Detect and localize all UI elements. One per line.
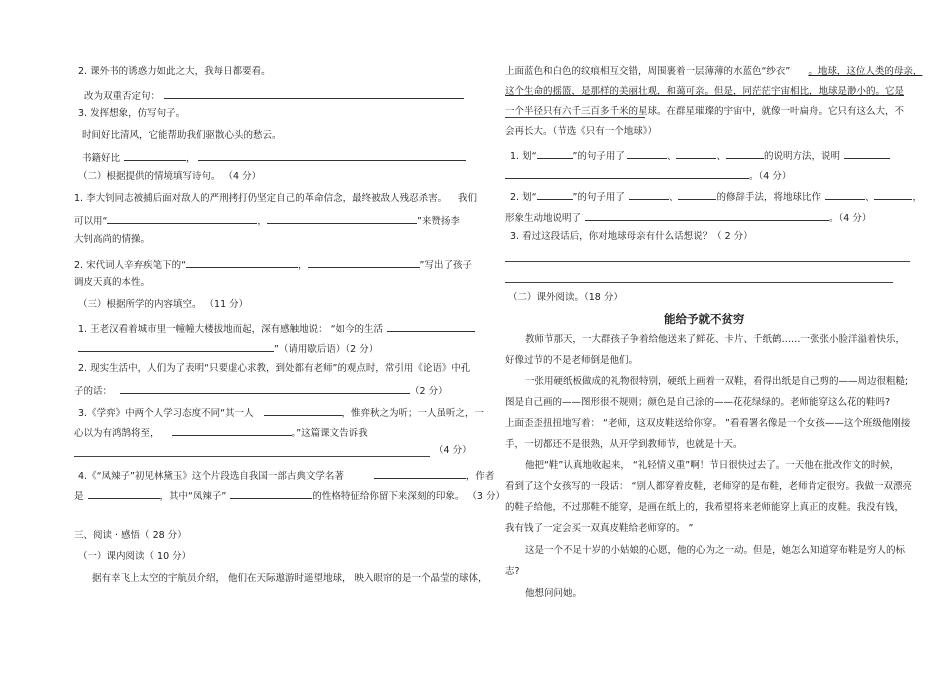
rq1-line2: 。（4 分） bbox=[505, 168, 791, 183]
rq3-answer-line-2[interactable] bbox=[505, 282, 893, 283]
section3-title: （三）根据所学的内容填空。 （11 分） bbox=[78, 299, 249, 310]
s3q1-line1: 1. 王老汉看着城市里一幢幢大楼拔地而起，深有感触地说： “如今的生活 bbox=[78, 321, 475, 336]
answer-blank[interactable] bbox=[198, 150, 466, 161]
underline-mark bbox=[505, 117, 645, 118]
answer-blank[interactable] bbox=[308, 257, 420, 268]
s3q2-line1: 2. 现实生活中，人们为了表明“只要虚心求教，到处都有老师”的观点时，常引用《论语》中孔 bbox=[78, 363, 471, 374]
answer-blank[interactable] bbox=[107, 213, 257, 224]
reading1-line5: 会再长大。（节选《只有一个地球》） bbox=[505, 126, 658, 137]
s3q1-line2: ”（请用歇后语）（2 分） bbox=[78, 341, 378, 356]
s3q3-answer-line[interactable] bbox=[74, 456, 430, 457]
answer-blank[interactable] bbox=[537, 148, 573, 159]
reading1-para: 据有幸飞上太空的宇航员介绍， 他们在天际遨游时遥望地球， 映入眼帘的是一个晶莹的球体， bbox=[92, 573, 488, 584]
reading1-line4: 一个半径只有六千三百多千米的星球。在群星璀璨的宇宙中，就像一叶扁舟。它只有这么大，不 bbox=[505, 106, 905, 117]
answer-blank[interactable] bbox=[874, 189, 912, 200]
answer-blank[interactable] bbox=[264, 405, 342, 416]
s3q3-line1: 3.《学弈》中两个人学习态度不同“其一人 ，惟弈秋之为听；一人虽听之，一 bbox=[78, 405, 484, 420]
s3q4-line2: 是 ，其中“凤辣子” 的性格特征给你留下来深刻的印象。 （3 分） bbox=[74, 488, 505, 503]
s2q1-line1-end: 我们 bbox=[458, 193, 478, 204]
story-line: 教师节那天，一大群孩子争着给他送来了鲜花、卡片、千纸鹤……一张张小脸洋溢着快乐， bbox=[525, 334, 906, 345]
answer-blank[interactable] bbox=[120, 383, 410, 394]
s2q2-line2: 调皮天真的本性。 bbox=[74, 277, 151, 288]
answer-blank[interactable] bbox=[629, 189, 669, 200]
story-line: 好像过节的不是老师倒是他们。 bbox=[505, 355, 639, 366]
reading1-title: （一）课内阅读（ 10 分） bbox=[78, 551, 192, 562]
answer-blank[interactable] bbox=[627, 148, 667, 159]
rq2-line1: 2. 划“ ”的句子用了 、 的修辞手法，将地球比作 、 ， bbox=[510, 189, 922, 204]
rq3-answer-line-1[interactable] bbox=[505, 261, 910, 262]
rq3-text: 3. 看过这段话后，你对地球母亲有什么话想说？（ 2 分） bbox=[510, 231, 753, 242]
s3q4-line1: 4.《“凤辣子”初见林黛玉》这个片段选自我国一部古典文学名著 ，作者 bbox=[78, 468, 494, 483]
story-line: 看到了这个女孩写的一段话： “别人都穿着皮鞋，老师穿的是布鞋，老师肯定很穷。我做一双漂亮 bbox=[505, 481, 912, 492]
q3-example: 时间好比清风，它能帮助我们驱散心头的愁云。 bbox=[82, 130, 282, 141]
q3-text: 3. 发挥想象，仿写句子。 bbox=[78, 108, 186, 119]
section2-title: （二）根据提供的情境填写诗句。 （4 分） bbox=[78, 171, 262, 182]
answer-blank[interactable] bbox=[88, 488, 160, 499]
s3q2-line2: 子的话： （2 分） bbox=[74, 383, 448, 398]
answer-blank[interactable] bbox=[825, 189, 865, 200]
reading2-title: （二）课外阅读。（18 分） bbox=[508, 292, 623, 303]
story-line: 上面歪歪扭扭地写着： “老师，这双皮鞋送给你穿。 ”看看署名像是一个女孩——这个班级他刚接 bbox=[505, 418, 911, 429]
q3-answer: 书籍好比 ， bbox=[82, 150, 466, 165]
s2q1-line1: 1. 李大钊同志被捕后面对敌人的严刑拷打仍坚定自己的革命信念，最终被敌人残忍杀害。 bbox=[74, 193, 448, 204]
story-line: 图是自己画的——图形很不规则；颜色是自己涂的——花花绿绿的。老师能穿这么花的鞋吗? bbox=[505, 397, 891, 408]
story-title: 能给予就不贫穷 bbox=[664, 312, 745, 326]
reading1-line3: 这个生命的摇篮，是那样的美丽壮观，和蔼可亲。但是，同茫茫宇宙相比，地球是渺小的。它是 bbox=[505, 86, 905, 97]
story-line: 我有钱了一定会买一双真皮鞋给老师穿的。 ” bbox=[505, 523, 694, 534]
q2-sub: 改为双重否定句： bbox=[84, 88, 464, 103]
answer-blank[interactable] bbox=[844, 148, 890, 159]
answer-blank[interactable] bbox=[585, 210, 829, 221]
answer-blank[interactable] bbox=[124, 150, 186, 161]
answer-blank[interactable] bbox=[678, 189, 716, 200]
answer-blank[interactable] bbox=[387, 321, 475, 332]
answer-blank[interactable] bbox=[374, 468, 466, 479]
s3q3-score: （4 分） bbox=[434, 445, 472, 456]
story-line: 手，一切都还不是很熟，从开学到教师节，也就是十天。 bbox=[505, 439, 743, 450]
s2q2-line1: 2. 宋代词人辛弃疾笔下的“ ， ”写出了孩子 bbox=[74, 257, 472, 272]
story-line: 一张用硬纸板做成的礼物很特别，硬纸上画着一双鞋，看得出纸是自己剪的——周边很粗糙; bbox=[525, 376, 909, 387]
answer-blank[interactable] bbox=[172, 425, 292, 436]
answer-blank[interactable] bbox=[164, 88, 464, 99]
answer-blank[interactable] bbox=[676, 148, 716, 159]
story-line: 的鞋子给他，不过那鞋不能穿，是画在纸上的，我希望将来老师能穿上真正的皮鞋。我没有钱， bbox=[505, 502, 905, 513]
answer-blank[interactable] bbox=[505, 168, 749, 179]
s2q1-line3: 大钊高尚的情操。 bbox=[74, 234, 151, 245]
answer-blank[interactable] bbox=[726, 148, 764, 159]
answer-blank[interactable] bbox=[537, 189, 573, 200]
story-line: 他把“鞋”认真地收起来， “礼轻情义重”啊！节日很快过去了。一天他在批改作文的时候， bbox=[525, 460, 900, 471]
s2q1-line2: 可以用“ ， ”来赞扬李 bbox=[74, 213, 460, 228]
rq2-line2: 形象生动地说明了 。（4 分） bbox=[505, 210, 871, 225]
s3q3-line2: 心以为有鸿鹄将至， 。”这篇课文告诉我 bbox=[74, 425, 368, 440]
part3-title: 三、阅读 · 感悟（ 28 分） bbox=[74, 530, 187, 541]
q2-text: 2. 课外书的诱惑力如此之大，我每日都要看。 bbox=[78, 66, 271, 77]
rq1-line1: 1. 划“ ”的句子用了 、 、 的说明方法，说明 bbox=[510, 148, 890, 163]
answer-blank[interactable] bbox=[230, 488, 312, 499]
reading1-line2: 上面蓝色和白色的纹痕相互交错，周围裹着一层薄薄的水蓝色“纱衣” 。地球，这位人类的母亲， bbox=[505, 66, 923, 77]
answer-blank[interactable] bbox=[78, 341, 274, 352]
answer-blank[interactable] bbox=[267, 213, 417, 224]
story-line: 志? bbox=[505, 566, 520, 577]
story-line: 他想问问她。 bbox=[525, 588, 583, 599]
answer-blank[interactable] bbox=[186, 257, 298, 268]
story-line: 这是一个不足十岁的小姑娘的心愿，他的心为之一动。但是，她怎么知道穿布鞋是穷人的标 bbox=[525, 545, 906, 556]
